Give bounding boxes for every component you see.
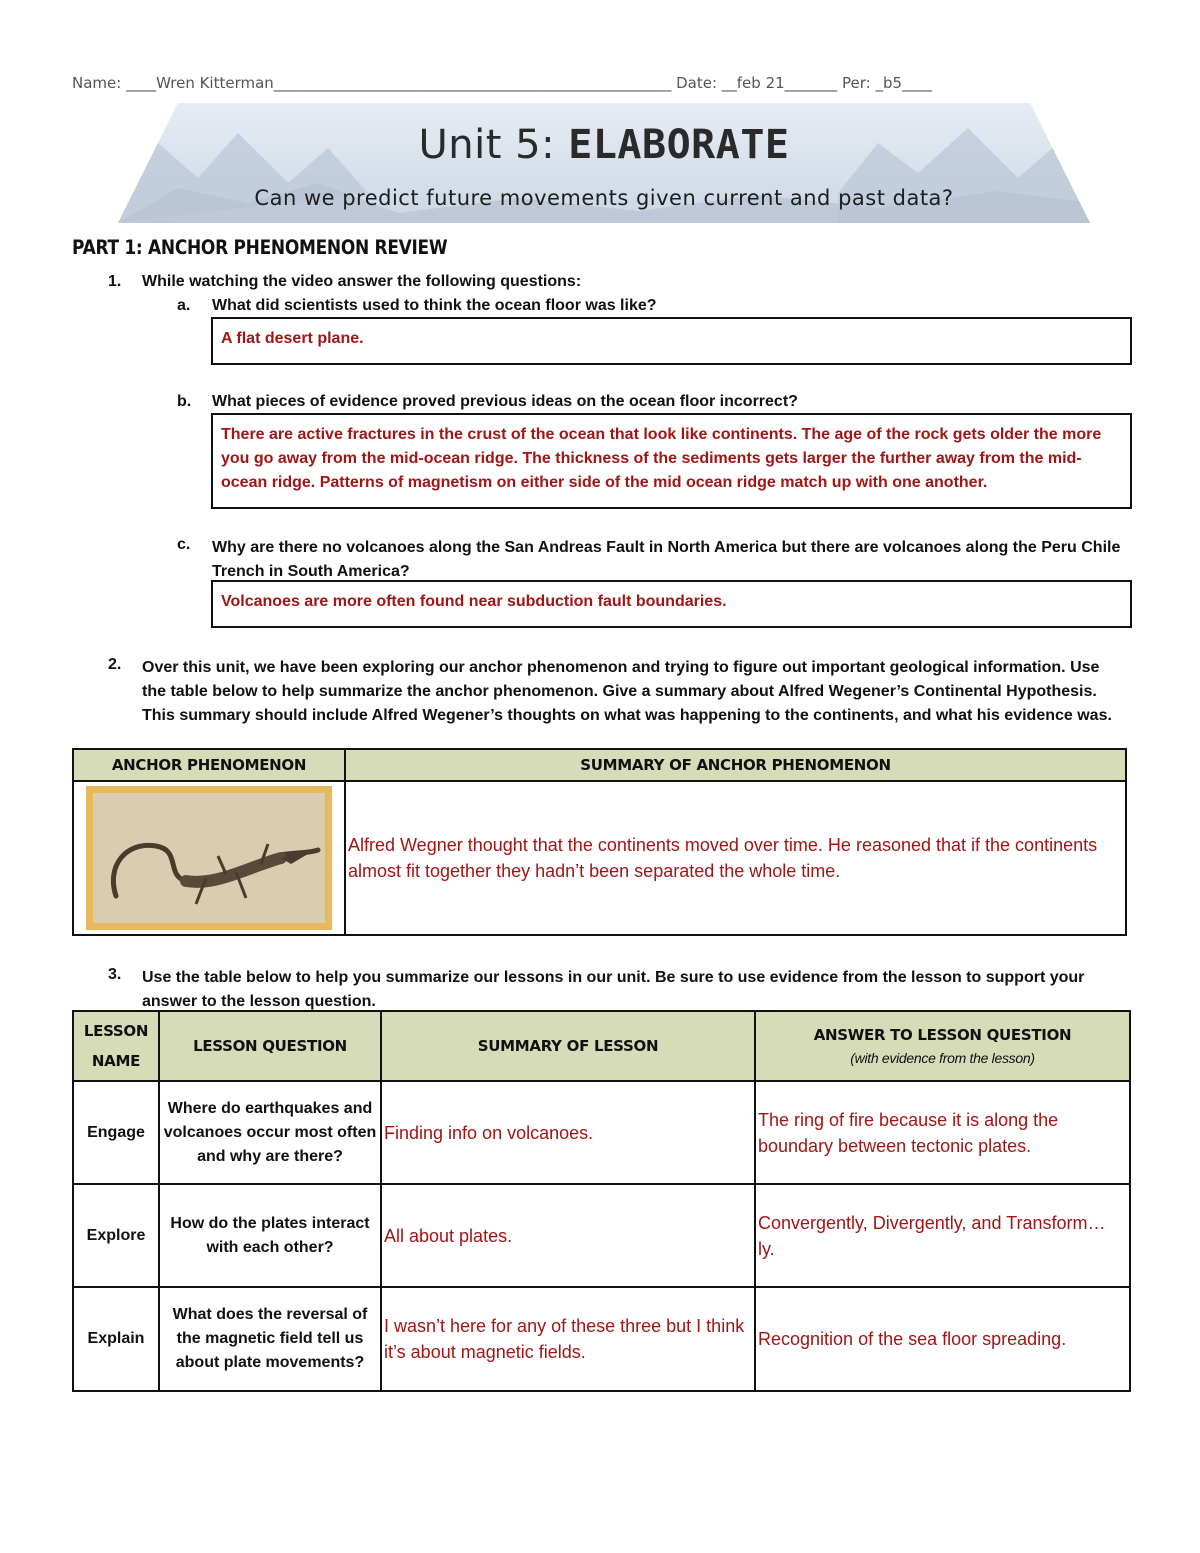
lesson-answer[interactable]: Recognition of the sea floor spreading. [755,1287,1130,1391]
q3-number: 3. [108,966,122,983]
table-row [73,1184,1130,1287]
lessons-table [72,1010,1131,1392]
unit-subtitle: Can we predict future movements given current and past data? [254,186,954,210]
part-title: PART 1: ANCHOR PHENOMENON REVIEW [72,236,448,260]
lesson-answer-header [755,1011,1130,1081]
lesson-summary[interactable]: All about plates. [381,1184,755,1287]
q2-text: Over this unit, we have been exploring our anchor phenomenon and trying to figure out important geological information. Use the table below to help summarize the anchor phenomenon. Give a summary about Alfred Wegener’s Continental Hypothesis. This summary should include Alfred Wegener’s thoughts on what was happening to the continents, and what his evidence was. [142,659,1112,724]
lesson-answer-header-note: (with evidence from the lesson) [850,1050,1035,1066]
anchor-phenomenon-table [72,748,1127,936]
lesson-question: What does the reversal of the magnetic field tell us about plate movements? [159,1287,381,1391]
q3-text: Use the table below to help you summarize our lessons in our unit. Be sure to use evidence from the lesson to support your answer to the lesson question. [142,969,1085,1010]
unit-title-bold: ELABORATE [568,122,790,168]
unit-title [118,122,1090,168]
q1c-question: Why are there no volcanoes along the San Andreas Fault in North America but there are volcanoes along the Peru Chile Trench in South America? [212,539,1121,580]
period-value[interactable]: _b5____ [875,74,933,92]
q1c-answer-box[interactable]: Volcanoes are more often found near subduction fault boundaries. [211,580,1132,628]
table-row [73,1287,1130,1391]
lesson-summary[interactable]: I wasn’t here for any of these three but I think it’s about magnetic fields. [381,1287,755,1391]
lesson-name-header: LESSON NAME [73,1011,159,1081]
anchor-summary-header: SUMMARY OF ANCHOR PHENOMENON [345,749,1126,781]
date-label: Date: [676,74,717,92]
q1a-question: What did scientists used to think the ocean floor was like? [212,297,657,314]
fossil-image [86,786,332,930]
lesson-name: Engage [73,1081,159,1184]
name-label: Name: [72,74,122,92]
q1b-letter: b. [177,393,192,410]
lesson-name: Explore [73,1184,159,1287]
q1-text: While watching the video answer the following questions: [142,273,582,290]
table-row [73,1081,1130,1184]
lesson-answer[interactable]: Convergently, Divergently, and Transform… ly. [755,1184,1130,1287]
lesson-question: How do the plates interact with each other? [159,1184,381,1287]
q1b-answer-box[interactable]: There are active fractures in the crust of the ocean that look like continents. The age of the rock gets older the more you go away from the mid-ocean ridge. The thickness of the sediments gets larger the further away from the mid-ocean ridge. Patterns of magnetism on either side of the mid ocean ridge match up with one another. [211,413,1132,509]
q1-number: 1. [108,273,122,290]
q1a-answer-box[interactable]: A flat desert plane. [211,317,1132,365]
q2-number: 2. [108,656,122,673]
name-value[interactable]: ____Wren Kitterman_____________________________________________________ [126,74,672,92]
q1c-letter: c. [177,536,191,553]
lesson-question-header: LESSON QUESTION [159,1011,381,1081]
anchor-image-cell [73,781,345,935]
lesson-summary[interactable]: Finding info on volcanoes. [381,1081,755,1184]
q1a-letter: a. [177,297,191,314]
unit-title-prefix: Unit 5: [418,122,569,168]
anchor-phenomenon-header: ANCHOR PHENOMENON [73,749,345,781]
date-value[interactable]: __feb 21_______ [721,74,838,92]
period-label: Per: [841,74,871,92]
student-info-line [72,74,1132,92]
lesson-answer-header-title: ANSWER TO LESSON QUESTION [813,1026,1072,1044]
lesson-question: Where do earthquakes and volcanoes occur most often and why are there? [159,1081,381,1184]
anchor-summary-text: Alfred Wegner thought that the continents moved over time. He reasoned that if the continents almost fit together they hadn’t been separated the whole time. [348,835,1098,881]
lesson-name: Explain [73,1287,159,1391]
anchor-summary-cell[interactable] [345,781,1126,935]
lesson-answer[interactable]: The ring of fire because it is along the boundary between tectonic plates. [755,1081,1130,1184]
q1b-question: What pieces of evidence proved previous ideas on the ocean floor incorrect? [212,393,798,410]
lesson-summary-header: SUMMARY OF LESSON [381,1011,755,1081]
